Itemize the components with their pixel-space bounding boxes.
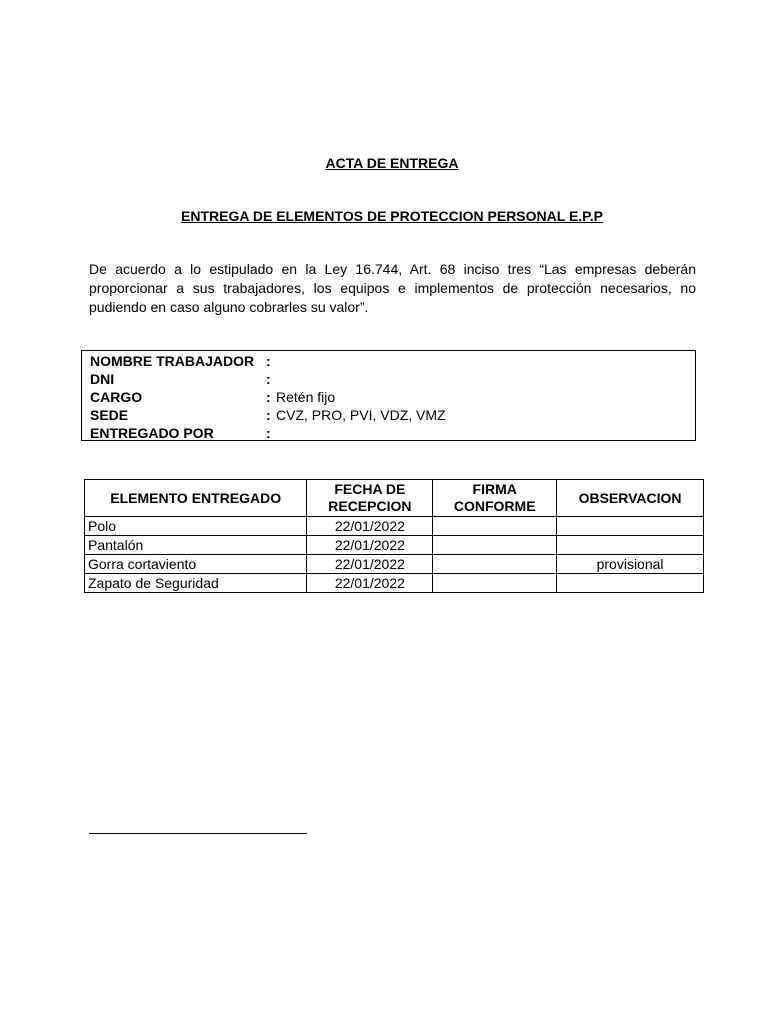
cell-fecha: 22/01/2022 [307, 536, 433, 555]
header-observacion: OBSERVACION [557, 480, 704, 517]
info-separator: : [266, 389, 271, 405]
info-row-nombre [90, 352, 695, 370]
cell-fecha: 22/01/2022 [307, 574, 433, 593]
intro-paragraph: De acuerdo a lo estipulado en la Ley 16.744, Art. 68 inciso tres “Las empresas deberán proporcionar a sus trabajadores, los equipos e implementos de protección necesarios, no pudiendo en caso alguno cobrarles su valor”. [89, 261, 696, 315]
info-value [274, 424, 276, 442]
table-row [85, 517, 704, 536]
info-value [274, 352, 276, 370]
cell-fecha: 22/01/2022 [307, 517, 433, 536]
cell-elemento: Polo [85, 517, 307, 536]
info-value: CVZ, PRO, PVI, VDZ, VMZ [276, 407, 446, 423]
cell-observacion: provisional [557, 555, 704, 574]
header-firma: FIRMA CONFORME [433, 480, 557, 517]
header-elemento: ELEMENTO ENTREGADO [85, 480, 307, 517]
info-separator: : [266, 425, 271, 441]
worker-info-box [81, 350, 696, 441]
info-value: Retén fijo [276, 389, 336, 405]
cell-firma [433, 574, 557, 593]
cell-fecha: 22/01/2022 [307, 555, 433, 574]
cell-firma [433, 555, 557, 574]
cell-elemento: Gorra cortaviento [85, 555, 307, 574]
info-separator: : [266, 407, 271, 423]
info-row-entregado-por [90, 424, 695, 442]
table-header-row [85, 480, 704, 517]
table-row [85, 536, 704, 555]
cell-elemento: Pantalón [85, 536, 307, 555]
info-label: CARGO [90, 389, 143, 405]
cell-observacion [557, 536, 704, 555]
cell-elemento: Zapato de Seguridad [85, 574, 307, 593]
cell-firma [433, 517, 557, 536]
table-row [85, 555, 704, 574]
info-separator: : [266, 353, 271, 369]
header-fecha: FECHA DE RECEPCION [307, 480, 433, 517]
cell-firma [433, 536, 557, 555]
info-separator: : [266, 371, 271, 387]
document-subtitle: ENTREGA DE ELEMENTOS DE PROTECCION PERSONAL E.P.P [181, 208, 603, 224]
signature-line [89, 833, 307, 834]
info-label: DNI [90, 371, 115, 387]
info-label: ENTREGADO POR [90, 425, 214, 441]
info-row-dni [90, 370, 695, 388]
info-row-sede [90, 406, 695, 424]
info-row-cargo [90, 388, 695, 406]
info-value [274, 370, 276, 388]
info-label: SEDE [90, 407, 129, 423]
table-row [85, 574, 704, 593]
info-label: NOMBRE TRABAJADOR [90, 353, 255, 369]
cell-observacion [557, 574, 704, 593]
items-table [84, 479, 704, 593]
cell-observacion [557, 517, 704, 536]
document-title: ACTA DE ENTREGA [325, 155, 459, 171]
